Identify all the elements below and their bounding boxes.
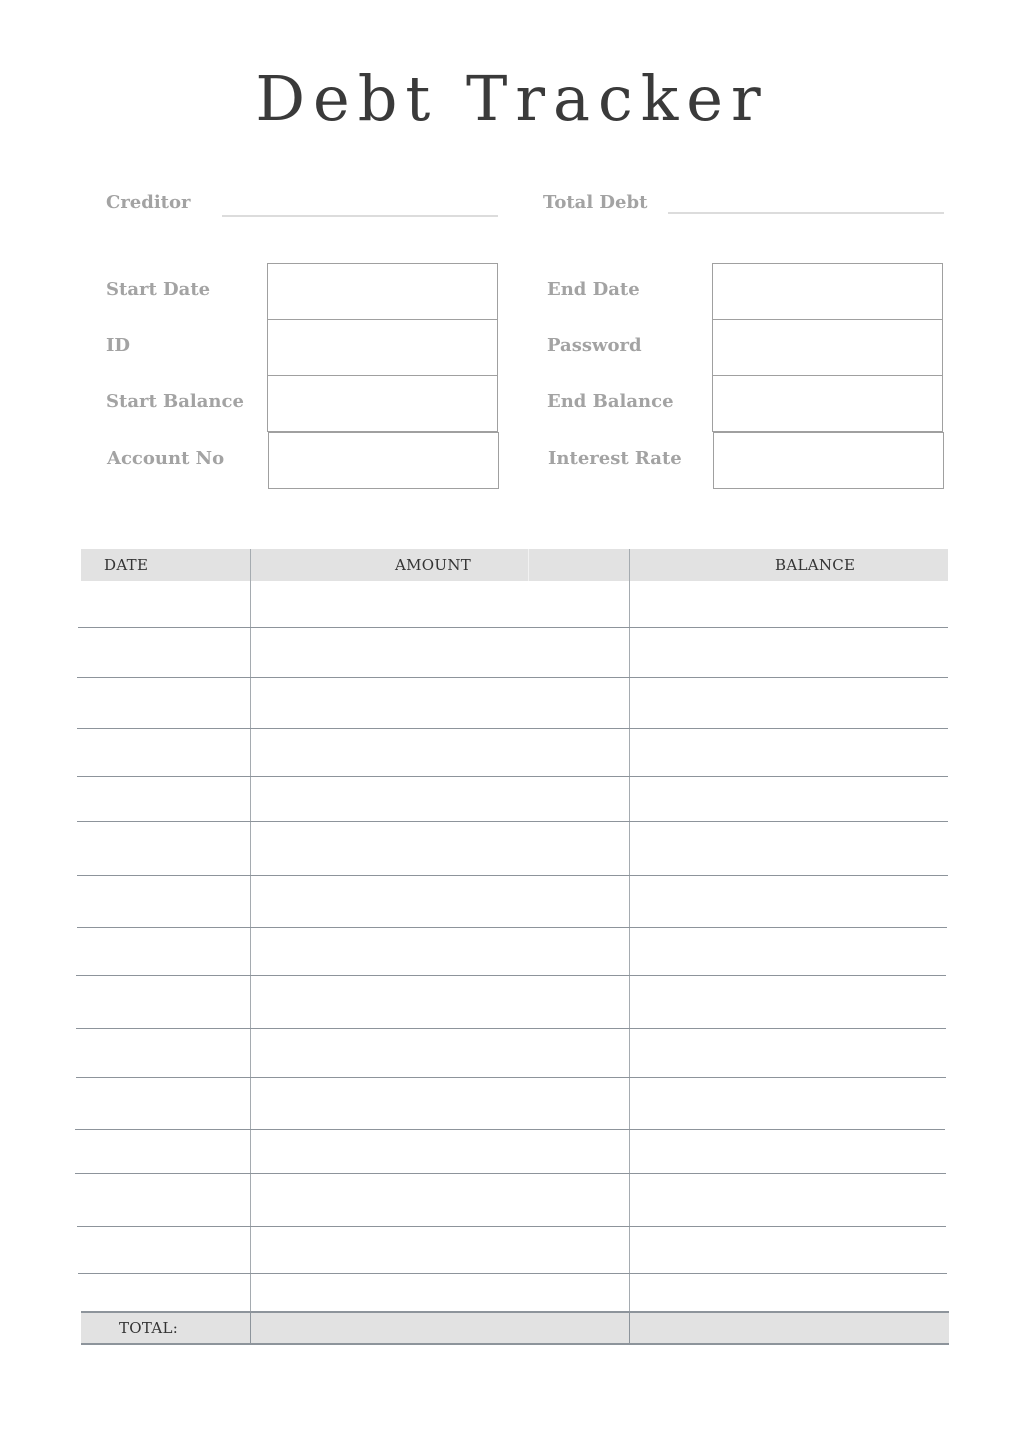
row-separator [77, 1226, 946, 1227]
total-amount-cell[interactable] [251, 1313, 629, 1343]
password-field[interactable] [712, 319, 943, 376]
row-separator [75, 1173, 946, 1174]
total-debt-label: Total Debt [543, 192, 648, 213]
start-balance-field[interactable] [267, 375, 498, 432]
row-separator [77, 728, 948, 729]
password-label: Password [547, 335, 642, 356]
total-balance-cell[interactable] [630, 1313, 948, 1343]
header-amount: AMOUNT [395, 556, 472, 574]
id-field[interactable] [267, 319, 498, 376]
header-balance: BALANCE [775, 556, 856, 574]
row-separator [77, 927, 947, 928]
table-cell-date[interactable] [81, 581, 250, 627]
row-separator [76, 1077, 946, 1078]
total-bottom-rule [81, 1343, 949, 1345]
creditor-field[interactable] [222, 215, 498, 217]
row-separator [76, 1028, 946, 1029]
total-label: TOTAL: [119, 1319, 179, 1337]
table-cell-balance[interactable] [630, 581, 948, 627]
header-divider-faint [528, 549, 529, 581]
start-date-field[interactable] [267, 263, 498, 320]
end-balance-label: End Balance [547, 391, 674, 412]
account-no-label: Account No [107, 448, 225, 469]
row-separator [77, 776, 948, 777]
creditor-label: Creditor [106, 192, 191, 213]
interest-rate-field[interactable] [713, 432, 944, 489]
page-title: Debt Tracker [255, 62, 769, 135]
row-separator [76, 975, 946, 976]
interest-rate-label: Interest Rate [548, 448, 682, 469]
end-date-label: End Date [547, 279, 640, 300]
start-date-label: Start Date [106, 279, 211, 300]
account-no-field[interactable] [268, 432, 499, 489]
row-separator [75, 1129, 945, 1130]
row-separator [78, 1273, 947, 1274]
start-balance-label: Start Balance [106, 391, 244, 412]
end-date-field[interactable] [712, 263, 943, 320]
row-separator [77, 821, 948, 822]
end-balance-field[interactable] [712, 375, 943, 432]
row-separator [77, 677, 948, 678]
row-separator [77, 875, 948, 876]
row-separator [78, 627, 948, 628]
table-cell-amount[interactable] [251, 581, 629, 627]
id-label: ID [106, 335, 131, 356]
header-date: DATE [104, 556, 149, 574]
total-debt-field[interactable] [668, 212, 944, 214]
